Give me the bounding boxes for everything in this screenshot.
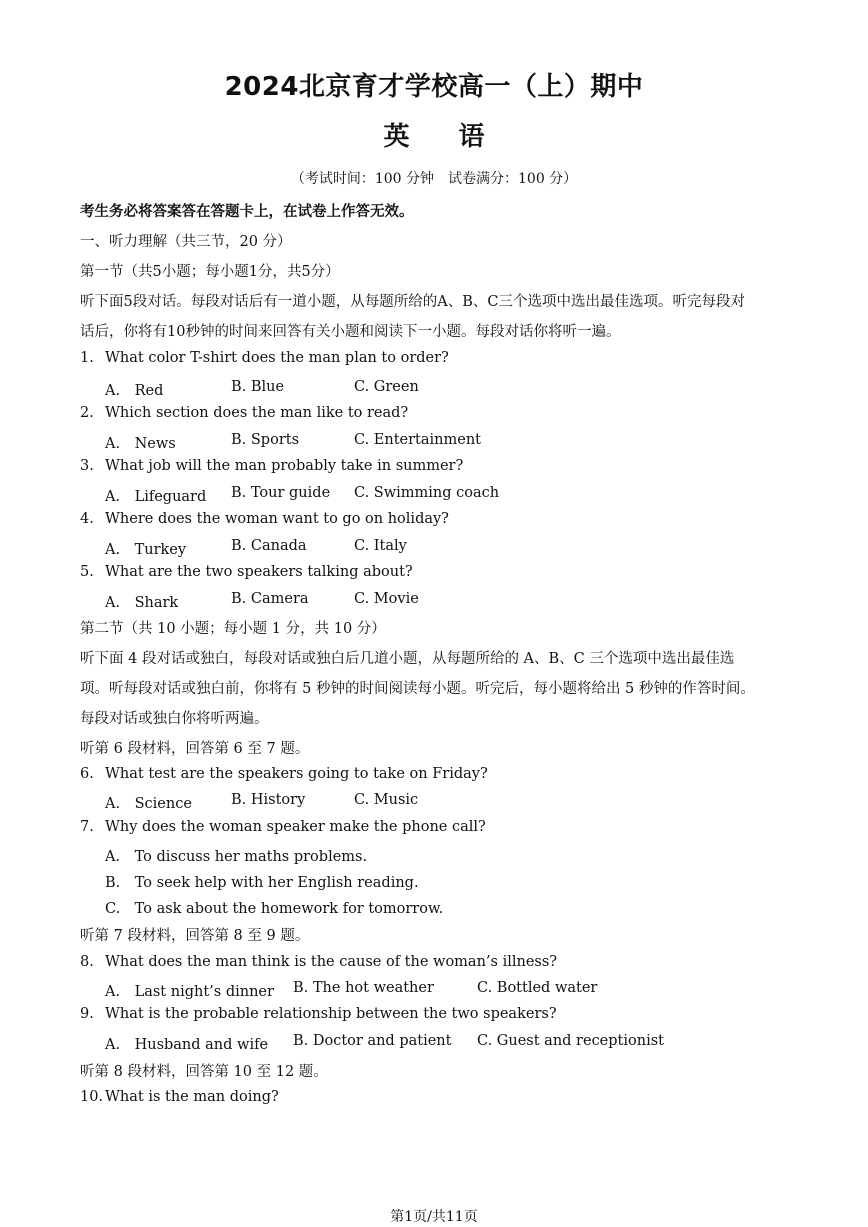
- option-b: B. Canada: [231, 538, 307, 554]
- exam-info: （考试时间：100 分钟 试卷满分：100 分）: [290, 171, 578, 187]
- option-c: C. Italy: [354, 538, 407, 554]
- question-text: What is the probable relationship between the two speakers?: [105, 1006, 557, 1022]
- section1-instruction-1: 听下面5段对话。每段对话后有一道小题，从每题所给的A、B、C三个选项中选出最佳选项。听完每段对: [80, 294, 745, 310]
- option-a: A. News: [105, 436, 176, 452]
- option-b: B. The hot weather: [293, 980, 434, 996]
- option-a: A. Turkey: [105, 542, 187, 558]
- option-a: A. Lifeguard: [105, 489, 207, 505]
- part1-heading: 一、听力理解（共三节，20 分）: [80, 234, 292, 250]
- question-number: 8.: [80, 954, 94, 970]
- option-b: B. Sports: [231, 432, 300, 448]
- section2-instruction-2: 项。听每段对话或独白前，你将有 5 秒钟的时间阅读每小题。听完后，每小题将给出 5 秒钟的作答时间。: [80, 681, 755, 697]
- material-8-heading: 听第 8 段材料，回答第 10 至 12 题。: [80, 1064, 328, 1080]
- option-c: C. Bottled water: [477, 980, 598, 996]
- option-a: A. To discuss her maths problems.: [105, 849, 368, 865]
- option-a: A. Science: [105, 796, 192, 812]
- option-b: B. Doctor and patient: [293, 1033, 452, 1049]
- question-text: Which section does the man like to read?: [105, 405, 409, 421]
- question-text: Where does the woman want to go on holiday?: [105, 511, 449, 527]
- option-c: C. Guest and receptionist: [477, 1033, 664, 1049]
- option-c: C. Music: [354, 792, 419, 808]
- option-a: A. Last night’s dinner: [105, 984, 274, 1000]
- question-number: 2.: [80, 405, 94, 421]
- option-a: A. Husband and wife: [105, 1037, 269, 1053]
- exam-title: 2024北京育才学校高一（上）期中: [224, 72, 644, 102]
- option-b: B. To seek help with her English reading.: [105, 875, 419, 891]
- question-number: 10.: [80, 1089, 104, 1105]
- question-text: Why does the woman speaker make the phone call?: [105, 819, 486, 835]
- question-text: What test are the speakers going to take on Friday?: [105, 766, 488, 782]
- question-text: What does the man think is the cause of the woman’s illness?: [105, 954, 558, 970]
- option-b: B. Tour guide: [231, 485, 331, 501]
- question-number: 7.: [80, 819, 94, 835]
- material-7-heading: 听第 7 段材料，回答第 8 至 9 题。: [80, 928, 310, 944]
- section2-heading: 第二节（共 10 小题；每小题 1 分，共 10 分）: [80, 621, 386, 637]
- option-c: C. Swimming coach: [354, 485, 500, 501]
- page-number: 第1页/共11页: [390, 1209, 478, 1225]
- option-b: B. History: [231, 792, 306, 808]
- question-number: 9.: [80, 1006, 94, 1022]
- question-number: 1.: [80, 350, 94, 366]
- option-b: B. Camera: [231, 591, 309, 607]
- material-6-heading: 听第 6 段材料，回答第 6 至 7 题。: [80, 741, 310, 757]
- option-c: C. Green: [354, 379, 419, 395]
- section1-heading: 第一节（共5小题；每小题1分，共5分）: [80, 264, 340, 280]
- question-text: What job will the man probably take in summer?: [105, 458, 464, 474]
- question-number: 5.: [80, 564, 94, 580]
- question-number: 4.: [80, 511, 94, 527]
- option-a: A. Red: [105, 383, 164, 399]
- option-a: A. Shark: [105, 595, 179, 611]
- question-number: 3.: [80, 458, 94, 474]
- question-text: What color T-shirt does the man plan to order?: [105, 350, 449, 366]
- subject-title: 英 语: [383, 122, 485, 152]
- section2-instruction-3: 每段对话或独白你将听两遍。: [80, 711, 269, 727]
- option-c: C. To ask about the homework for tomorrow.: [105, 901, 444, 917]
- section2-instruction-1: 听下面 4 段对话或独白，每段对话或独白后几道小题，从每题所给的 A、B、C 三个选项中选出最佳选: [80, 651, 735, 667]
- question-text: What are the two speakers talking about?: [105, 564, 413, 580]
- notice: 考生务必将答案答在答题卡上，在试卷上作答无效。: [80, 204, 414, 220]
- section1-instruction-2: 话后，你将有10秒钟的时间来回答有关小题和阅读下一小题。每段对话你将听一遍。: [80, 324, 621, 340]
- option-b: B. Blue: [231, 379, 285, 395]
- question-text: What is the man doing?: [105, 1089, 279, 1105]
- option-c: C. Entertainment: [354, 432, 482, 448]
- question-number: 6.: [80, 766, 94, 782]
- option-c: C. Movie: [354, 591, 419, 607]
